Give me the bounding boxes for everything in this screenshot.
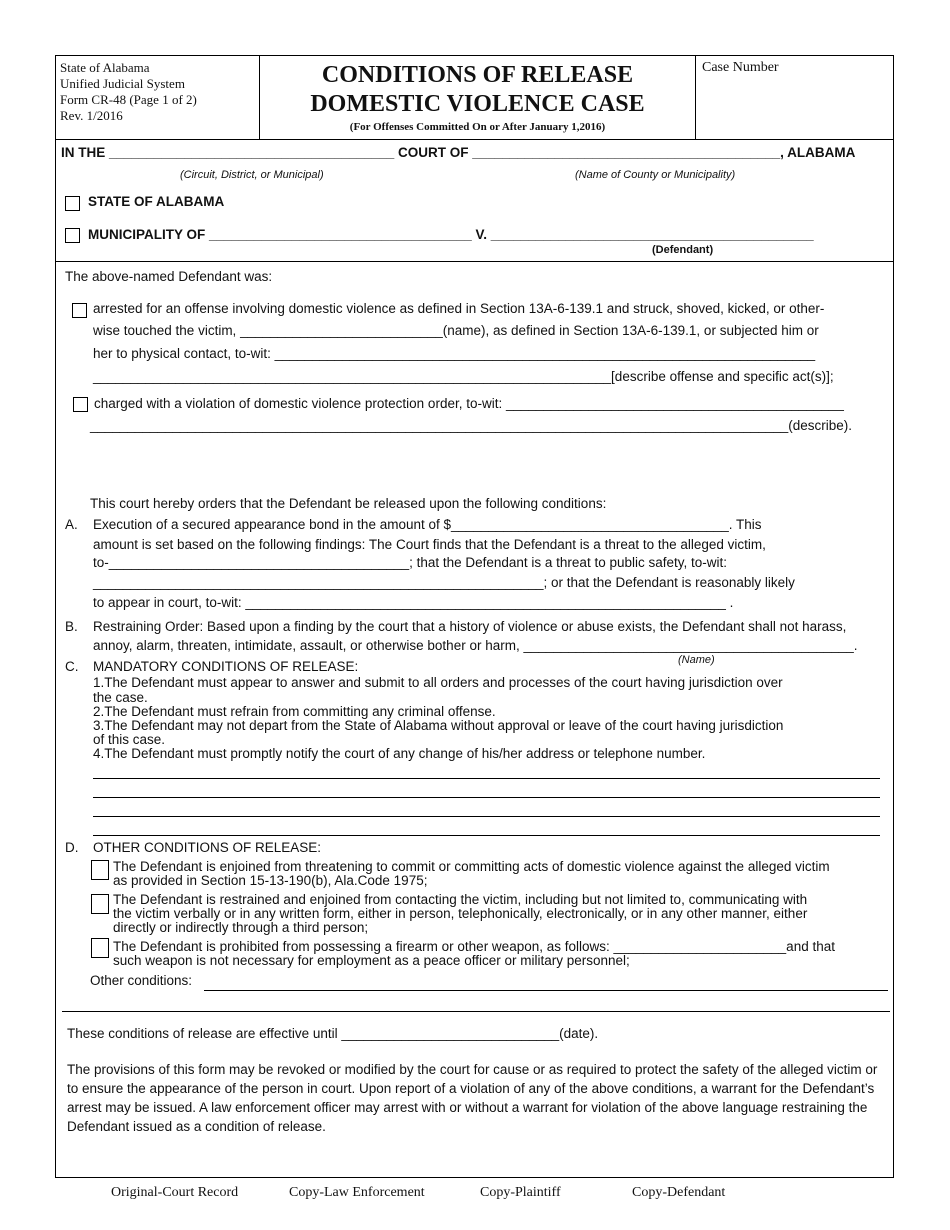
condition-a-line-4[interactable]: ____________________________________________________________; or that the Defendant is reasonably likely: [93, 575, 795, 590]
condition-b-line-1: Restraining Order: Based upon a finding by the court that a history of violence or abuse exists, the Defendant shall not harass,: [93, 619, 847, 634]
name-caption: (Name): [678, 654, 715, 666]
section-divider: [62, 1011, 890, 1012]
status-intro: The above-named Defendant was:: [65, 269, 273, 284]
case-number-label: Case Number: [702, 60, 779, 75]
header-divider: [55, 139, 894, 140]
arrested-line-1: arrested for an offense involving domestic violence as defined in Section 13A-6-139.1 and struck, shoved, kicked, or other-: [93, 301, 825, 316]
condition-b-line-2[interactable]: annoy, alarm, threaten, intimidate, assault, or otherwise bother or harm, ____________________________________________.: [93, 638, 858, 653]
effective-until[interactable]: These conditions of release are effective until _____________________________(date).: [67, 1026, 599, 1041]
state-of-alabama-checkbox[interactable]: [65, 196, 80, 211]
mandatory-1b: the case.: [93, 690, 148, 705]
additional-condition-line[interactable]: [93, 835, 880, 836]
revision: Rev. 1/2016: [60, 108, 123, 123]
no-contact-line-3: directly or indirectly through a third person;: [113, 920, 369, 935]
mandatory-4: 4.The Defendant must promptly notify the court of any change of his/her address or telephone number.: [93, 746, 706, 761]
state-line: State of Alabama: [60, 60, 150, 75]
condition-a-line-3[interactable]: to-________________________________________; that the Defendant is a threat to public safety, to-wit:: [93, 555, 727, 570]
court-divider: [55, 261, 894, 262]
no-contact-checkbox[interactable]: [91, 894, 109, 914]
form-identifier: [55, 55, 260, 139]
court-line[interactable]: IN THE ______________________________________ COURT OF _________________________________________, ALABAMA: [61, 145, 856, 160]
firearm-line-2: such weapon is not necessary for employment as a peace officer or military personnel;: [113, 953, 630, 968]
charged-checkbox[interactable]: [73, 397, 88, 412]
arrested-line-2[interactable]: wise touched the victim, ___________________________(name), as defined in Section 13A-6-139.1, or subjected him or: [93, 323, 819, 338]
form-number: Form CR-48 (Page 1 of 2): [60, 92, 197, 107]
condition-d-title: OTHER CONDITIONS OF RELEASE:: [93, 840, 322, 855]
municipality-checkbox[interactable]: [65, 228, 80, 243]
condition-a-line-2: amount is set based on the following findings: The Court finds that the Defendant is a threat to the alleged victim,: [93, 537, 766, 552]
condition-b-letter: B.: [65, 619, 78, 634]
orders-intro: This court hereby orders that the Defendant be released upon the following conditions:: [90, 496, 607, 511]
condition-c-letter: C.: [65, 659, 79, 674]
copy-defendant: Copy-Defendant: [632, 1185, 726, 1200]
mandatory-1: 1.The Defendant must appear to answer and submit to all orders and processes of the court having jurisdiction over: [93, 675, 783, 690]
title-line-1: CONDITIONS OF RELEASE: [321, 62, 634, 88]
no-contact-line-2: the victim verbally or in any written form, either in person, telephonically, electronically, or in any other manner, either: [113, 906, 808, 921]
case-number-field[interactable]: [695, 55, 894, 139]
mandatory-2: 2.The Defendant must refrain from committing any criminal offense.: [93, 704, 496, 719]
additional-condition-line[interactable]: [93, 778, 880, 779]
title-line-2: DOMESTIC VIOLENCE CASE: [310, 91, 645, 117]
provisions-paragraph: The provisions of this form may be revoked or modified by the court for cause or as required to protect the safety of the alleged victim or to ensure the appearance of the person in court. Upon report of a violation of any of the above conditions, a warrant for the Defendant’s arrest may be issued. A law enforcement officer may arrest with or without a warrant for violation of the above language restraining the Defendant issued as a condition of release.: [67, 1062, 878, 1134]
arrested-line-4[interactable]: _____________________________________________________________________[describe offense and specific act(s)];: [93, 369, 834, 384]
county-caption: (Name of County or Municipality): [575, 169, 736, 181]
defendant-caption: (Defendant): [652, 244, 714, 256]
form-frame: [55, 55, 894, 1178]
copy-court-record: Original-Court Record: [111, 1185, 239, 1200]
court-type-caption: (Circuit, District, or Municipal): [180, 169, 324, 181]
no-contact-line-1: The Defendant is restrained and enjoined from contacting the victim, including but not limited to, communicating with: [113, 892, 808, 907]
firearm-line-1[interactable]: The Defendant is prohibited from possessing a firearm or other weapon, as follows: _______________________and that: [113, 939, 835, 954]
other-conditions-label: Other conditions:: [90, 973, 193, 988]
mandatory-3: 3.The Defendant may not depart from the State of Alabama without approval or leave of the court having jurisdiction: [93, 718, 784, 733]
copy-plaintiff: Copy-Plaintiff: [480, 1185, 561, 1200]
condition-d-letter: D.: [65, 840, 79, 855]
condition-a-line-1[interactable]: Execution of a secured appearance bond in the amount of $_____________________________________. This: [93, 517, 762, 532]
arrested-line-3[interactable]: her to physical contact, to-wit: ________________________________________________________________________: [93, 346, 816, 361]
enjoined-checkbox[interactable]: [91, 860, 109, 880]
charged-line-2[interactable]: _____________________________________________________________________________________________(describe).: [90, 418, 853, 433]
firearm-checkbox[interactable]: [91, 938, 109, 958]
additional-condition-line[interactable]: [93, 797, 880, 798]
state-of-alabama-label: STATE OF ALABAMA: [88, 194, 225, 209]
municipality-line[interactable]: MUNICIPALITY OF ___________________________________ V. ___________________________________________: [88, 227, 814, 242]
condition-c-title: MANDATORY CONDITIONS OF RELEASE:: [93, 659, 359, 674]
arrested-checkbox[interactable]: [72, 303, 87, 318]
condition-a-letter: A.: [65, 517, 78, 532]
system-line: Unified Judicial System: [60, 76, 185, 91]
mandatory-3b: of this case.: [93, 732, 166, 747]
charged-line-1[interactable]: charged with a violation of domestic violence protection order, to-wit: _____________________________________________: [94, 396, 844, 411]
enjoined-line-1: The Defendant is enjoined from threatening to commit or committing acts of domestic violence against the alleged victim: [113, 859, 830, 874]
title-subtitle: (For Offenses Committed On or After January 1,2016): [349, 121, 606, 133]
condition-a-line-5[interactable]: to appear in court, to-wit: ________________________________________________________________ .: [93, 595, 734, 610]
form-title: [260, 55, 695, 139]
copy-law-enforcement: Copy-Law Enforcement: [289, 1185, 425, 1200]
other-conditions-field[interactable]: [204, 990, 888, 991]
enjoined-line-2: as provided in Section 15-13-190(b), Ala.Code 1975;: [113, 873, 428, 888]
additional-condition-line[interactable]: [93, 816, 880, 817]
